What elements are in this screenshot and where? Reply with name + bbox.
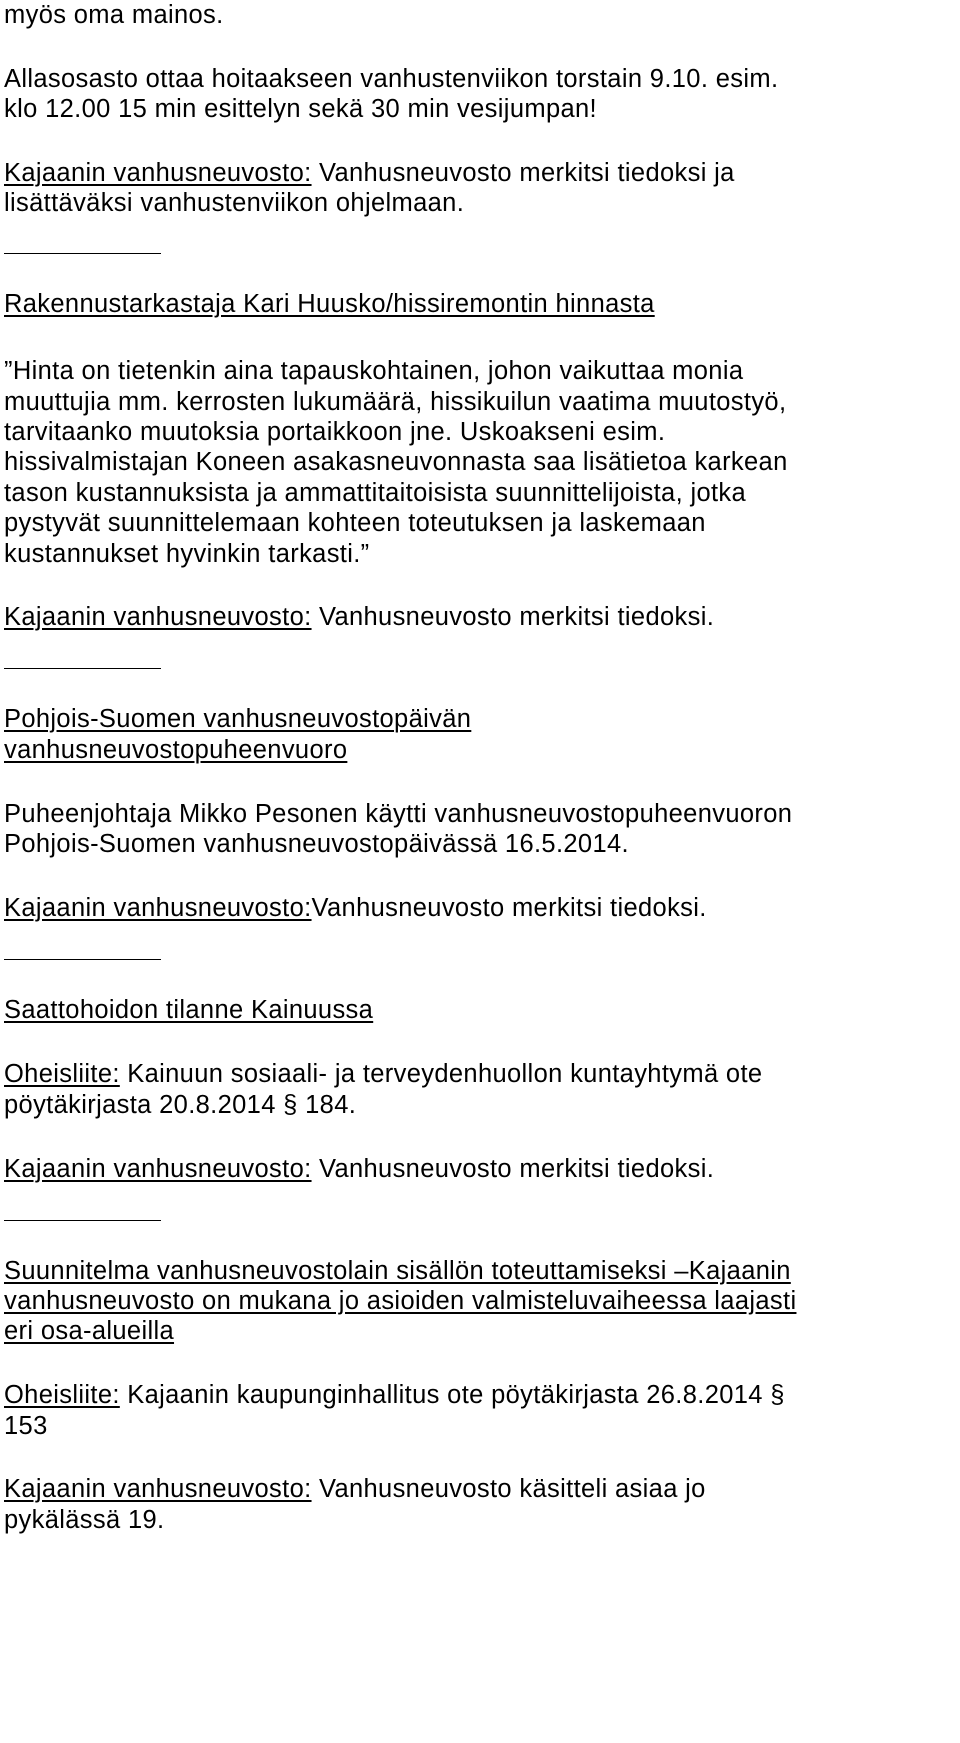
pool-item-text: klo 12.00 15 min esittelyn sekä 30 min vesijumpan! <box>4 95 597 123</box>
attachment-text: 153 <box>4 1412 48 1440</box>
decision-text: Vanhusneuvosto merkitsi tiedoksi. <box>311 1155 715 1183</box>
attachment-line <box>4 1057 762 1091</box>
attachment-text: Kainuun sosiaali- ja terveydenhuollon kuntayhtymä ote <box>119 1060 763 1088</box>
section-divider <box>4 959 161 960</box>
section-heading: eri osa-alueilla <box>4 1317 175 1345</box>
decision-line <box>4 156 735 190</box>
decision-label: Kajaanin vanhusneuvosto: <box>4 1475 312 1503</box>
section-heading: Saattohoidon tilanne Kainuussa <box>4 996 374 1024</box>
decision-label: Kajaanin vanhusneuvosto: <box>4 603 312 631</box>
pool-item-text: Allasosasto ottaa hoitaakseen vanhustenviikon torstain 9.10. esim. <box>4 65 779 93</box>
decision-text: Vanhusneuvosto käsitteli asiaa jo <box>311 1475 706 1503</box>
intro-text: myös oma mainos. <box>4 1 224 29</box>
section-heading: vanhusneuvosto on mukana jo asioiden valmisteluvaiheessa laajasti <box>4 1287 797 1315</box>
attachment-text: pöytäkirjasta 20.8.2014 § 184. <box>4 1091 357 1119</box>
decision-line <box>4 1472 706 1506</box>
decision-label: Kajaanin vanhusneuvosto: <box>4 894 312 922</box>
section-divider <box>4 253 161 254</box>
decision-text: lisättäväksi vanhustenviikon ohjelmaan. <box>4 189 465 217</box>
decision-text: pykälässä 19. <box>4 1506 165 1534</box>
decision-text: Vanhusneuvosto merkitsi tiedoksi. <box>311 894 707 922</box>
decision-label: Kajaanin vanhusneuvosto: <box>4 1155 312 1183</box>
decision-line <box>4 891 707 925</box>
attachment-text: Kajaanin kaupunginhallitus ote pöytäkirjasta 26.8.2014 § <box>119 1381 785 1409</box>
decision-text: Vanhusneuvosto merkitsi tiedoksi ja <box>311 159 735 187</box>
section-divider <box>4 1220 161 1221</box>
quote-line: tason kustannuksista ja ammattitaitoisista suunnittelijoista, jotka <box>4 479 747 507</box>
quote-line: ”Hinta on tietenkin aina tapauskohtainen, johon vaikuttaa monia <box>4 357 744 385</box>
decision-line <box>4 600 714 634</box>
decision-label: Kajaanin vanhusneuvosto: <box>4 159 312 187</box>
attachment-label: Oheisliite: <box>4 1060 120 1088</box>
quote-line: kustannukset hyvinkin tarkasti.” <box>4 540 370 568</box>
attachment-label: Oheisliite: <box>4 1381 120 1409</box>
section-heading: Rakennustarkastaja Kari Huusko/hissiremontin hinnasta <box>4 290 655 318</box>
section-heading: Suunnitelma vanhusneuvostolain sisällön toteuttamiseksi –Kajaanin <box>4 1257 791 1285</box>
decision-line <box>4 1152 714 1186</box>
section-heading: Pohjois-Suomen vanhusneuvostopäivän <box>4 705 472 733</box>
body-text: Pohjois-Suomen vanhusneuvostopäivässä 16.5.2014. <box>4 830 629 858</box>
section-divider <box>4 668 161 669</box>
body-text: Puheenjohtaja Mikko Pesonen käytti vanhusneuvostopuheenvuoron <box>4 800 793 828</box>
quote-line: hissivalmistajan Koneen asakasneuvonnasta saa lisätietoa karkean <box>4 448 788 476</box>
quote-line: pystyvät suunnittelemaan kohteen toteutuksen ja laskemaan <box>4 509 706 537</box>
attachment-line <box>4 1378 785 1412</box>
quote-line: muuttujia mm. kerrosten lukumäärä, hissikuilun vaatima muutostyö, <box>4 388 787 416</box>
section-heading: vanhusneuvostopuheenvuoro <box>4 736 348 764</box>
quote-line: tarvitaanko muutoksia portaikkoon jne. Uskoakseni esim. <box>4 418 666 446</box>
decision-text: Vanhusneuvosto merkitsi tiedoksi. <box>311 603 715 631</box>
